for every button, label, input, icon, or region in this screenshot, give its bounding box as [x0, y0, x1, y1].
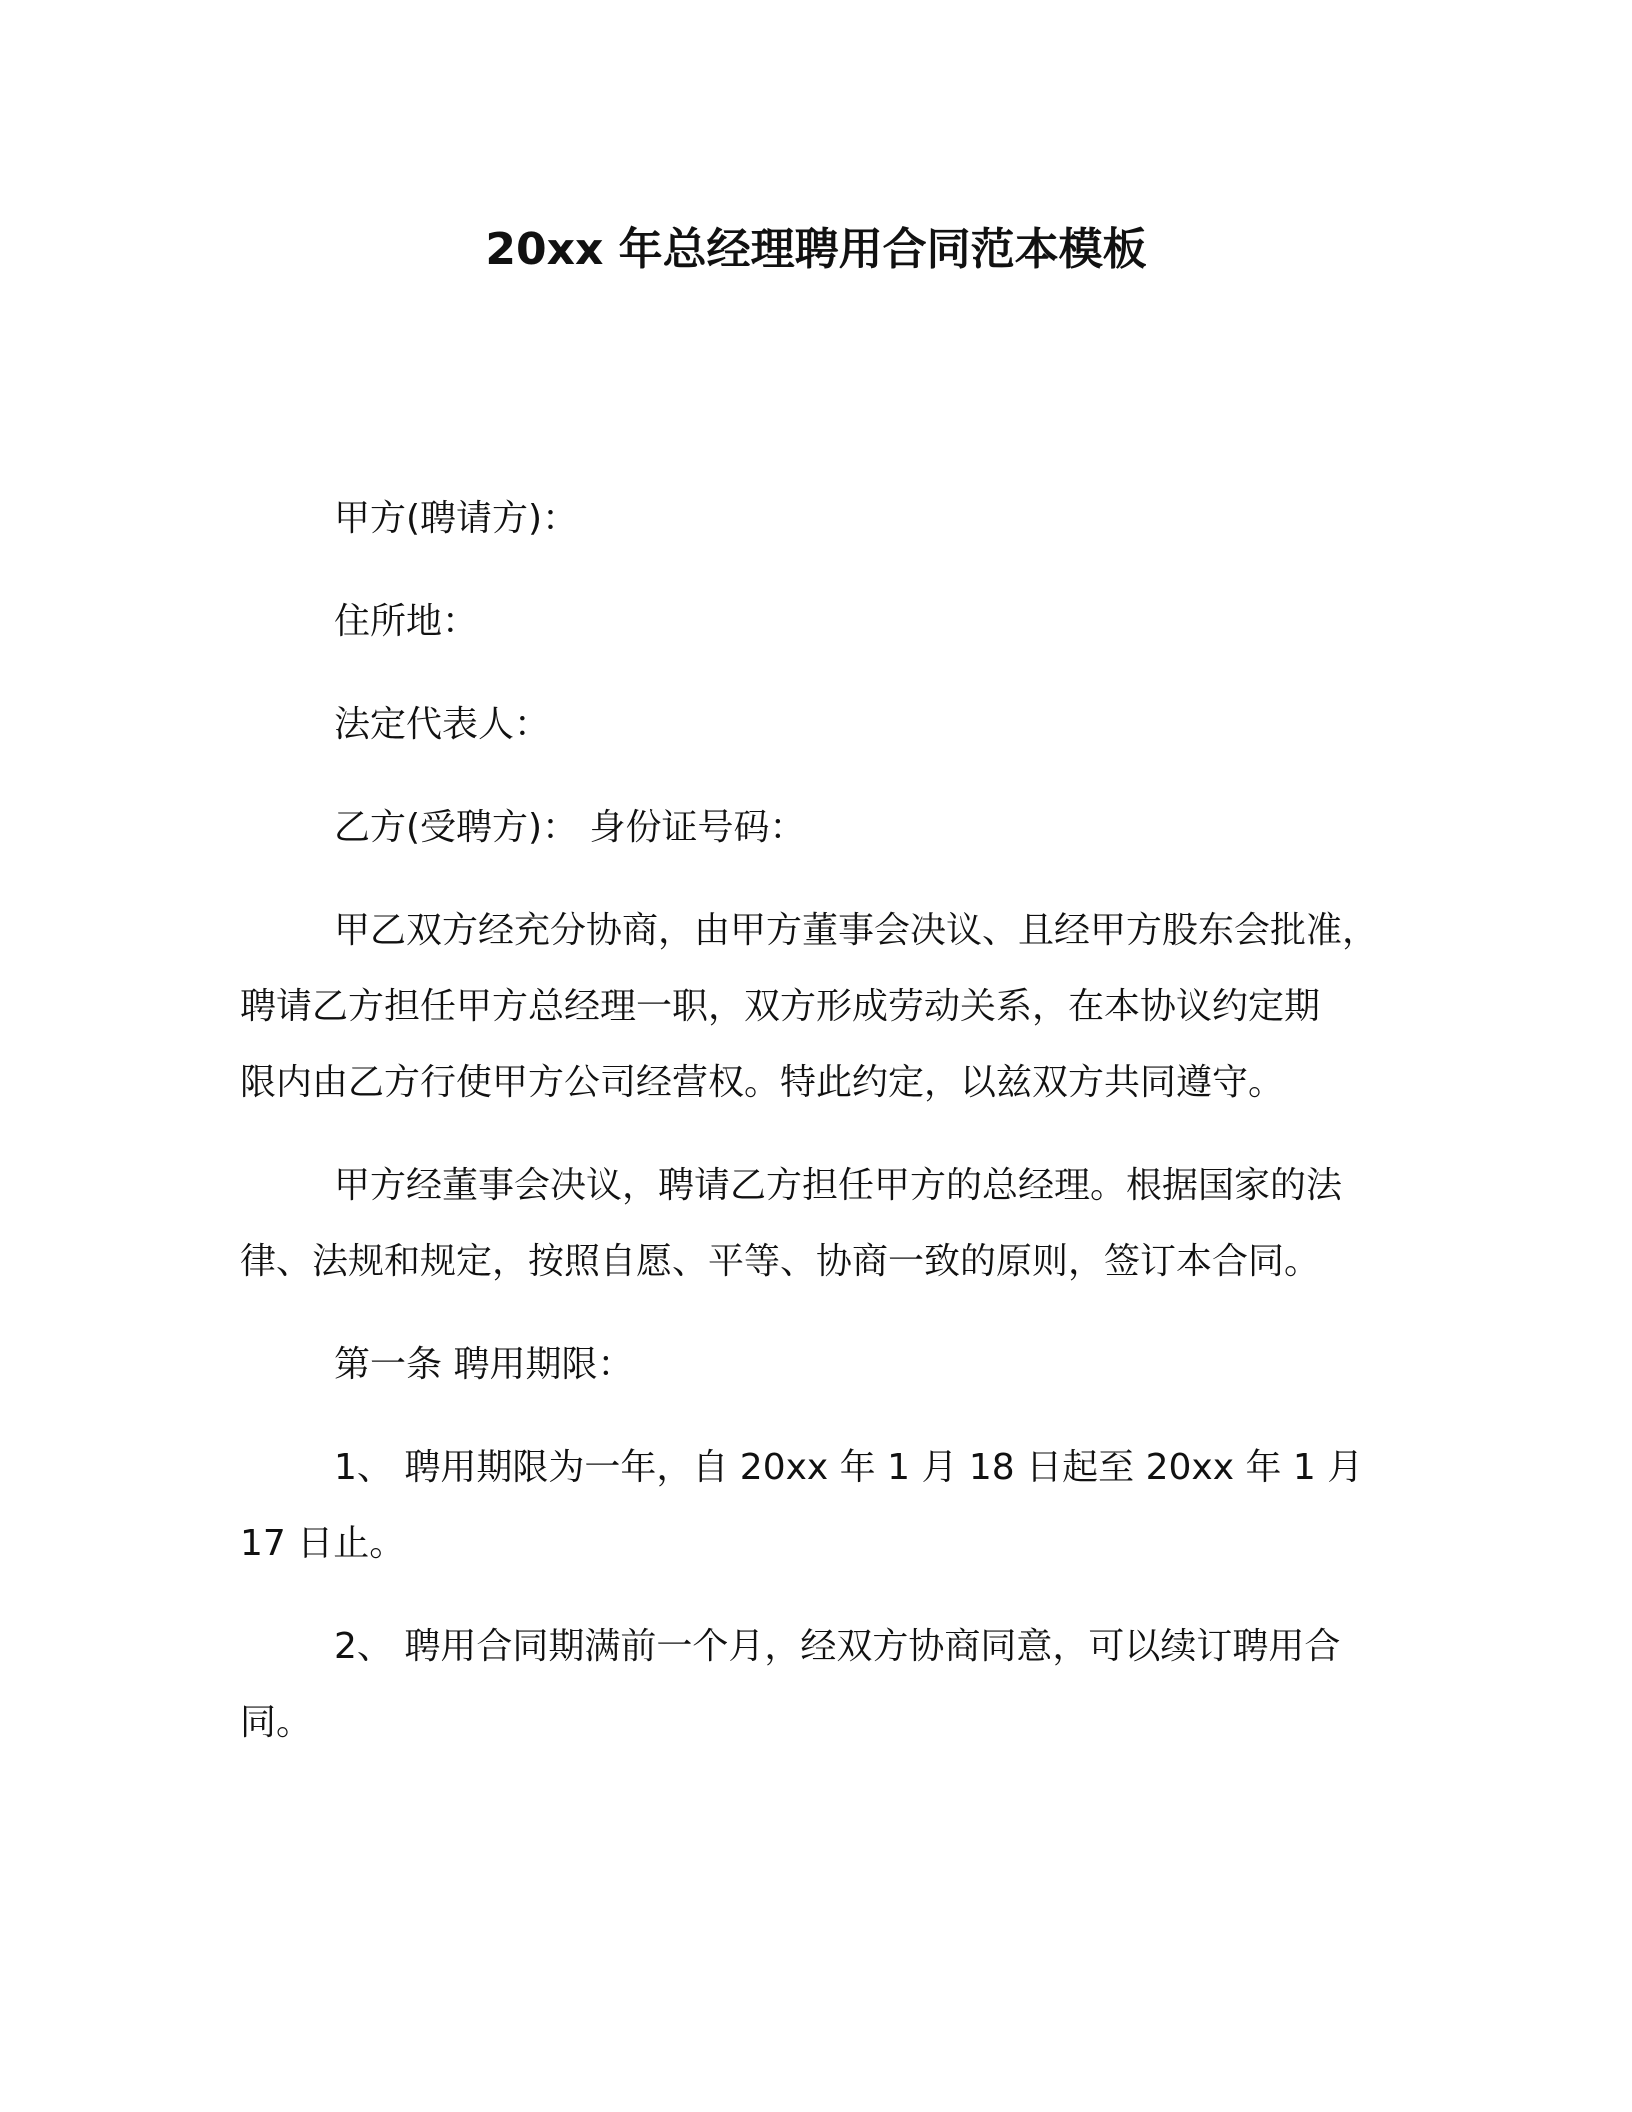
party-b-label: 乙方(受聘方)： 身份证号码： [334, 807, 806, 848]
document-title: 20xx 年总经理聘用合同范本模板 [485, 224, 1147, 275]
article-1-heading: 第一条 聘用期限： [334, 1344, 634, 1385]
paragraph-1-line-1: 甲乙双方经充分协商，由甲方董事会决议、且经甲方股东会批准， [334, 910, 1379, 951]
address-label: 住所地： [334, 601, 479, 642]
item-2-line-1: 2、 聘用合同期满前一个月，经双方协商同意，可以续订聘用合 [334, 1626, 1341, 1667]
paragraph-1-line-3: 限内由乙方行使甲方公司经营权。特此约定，以兹双方共同遵守。 [240, 1062, 1285, 1103]
legal-representative-label: 法定代表人： [334, 704, 551, 745]
item-2-line-2: 同。 [240, 1702, 313, 1743]
item-1-line-2: 17 日止。 [240, 1523, 406, 1564]
paragraph-2-line-2: 律、法规和规定，按照自愿、平等、协商一致的原则，签订本合同。 [240, 1241, 1321, 1282]
paragraph-1-line-2: 聘请乙方担任甲方总经理一职，双方形成劳动关系，在本协议约定期 [240, 986, 1321, 1027]
party-a-label: 甲方(聘请方)： [334, 498, 579, 539]
item-1-line-1: 1、 聘用期限为一年，自 20xx 年 1 月 18 日起至 20xx 年 1 月 [334, 1447, 1364, 1488]
paragraph-2-line-1: 甲方经董事会决议，聘请乙方担任甲方的总经理。根据国家的法 [334, 1165, 1343, 1206]
